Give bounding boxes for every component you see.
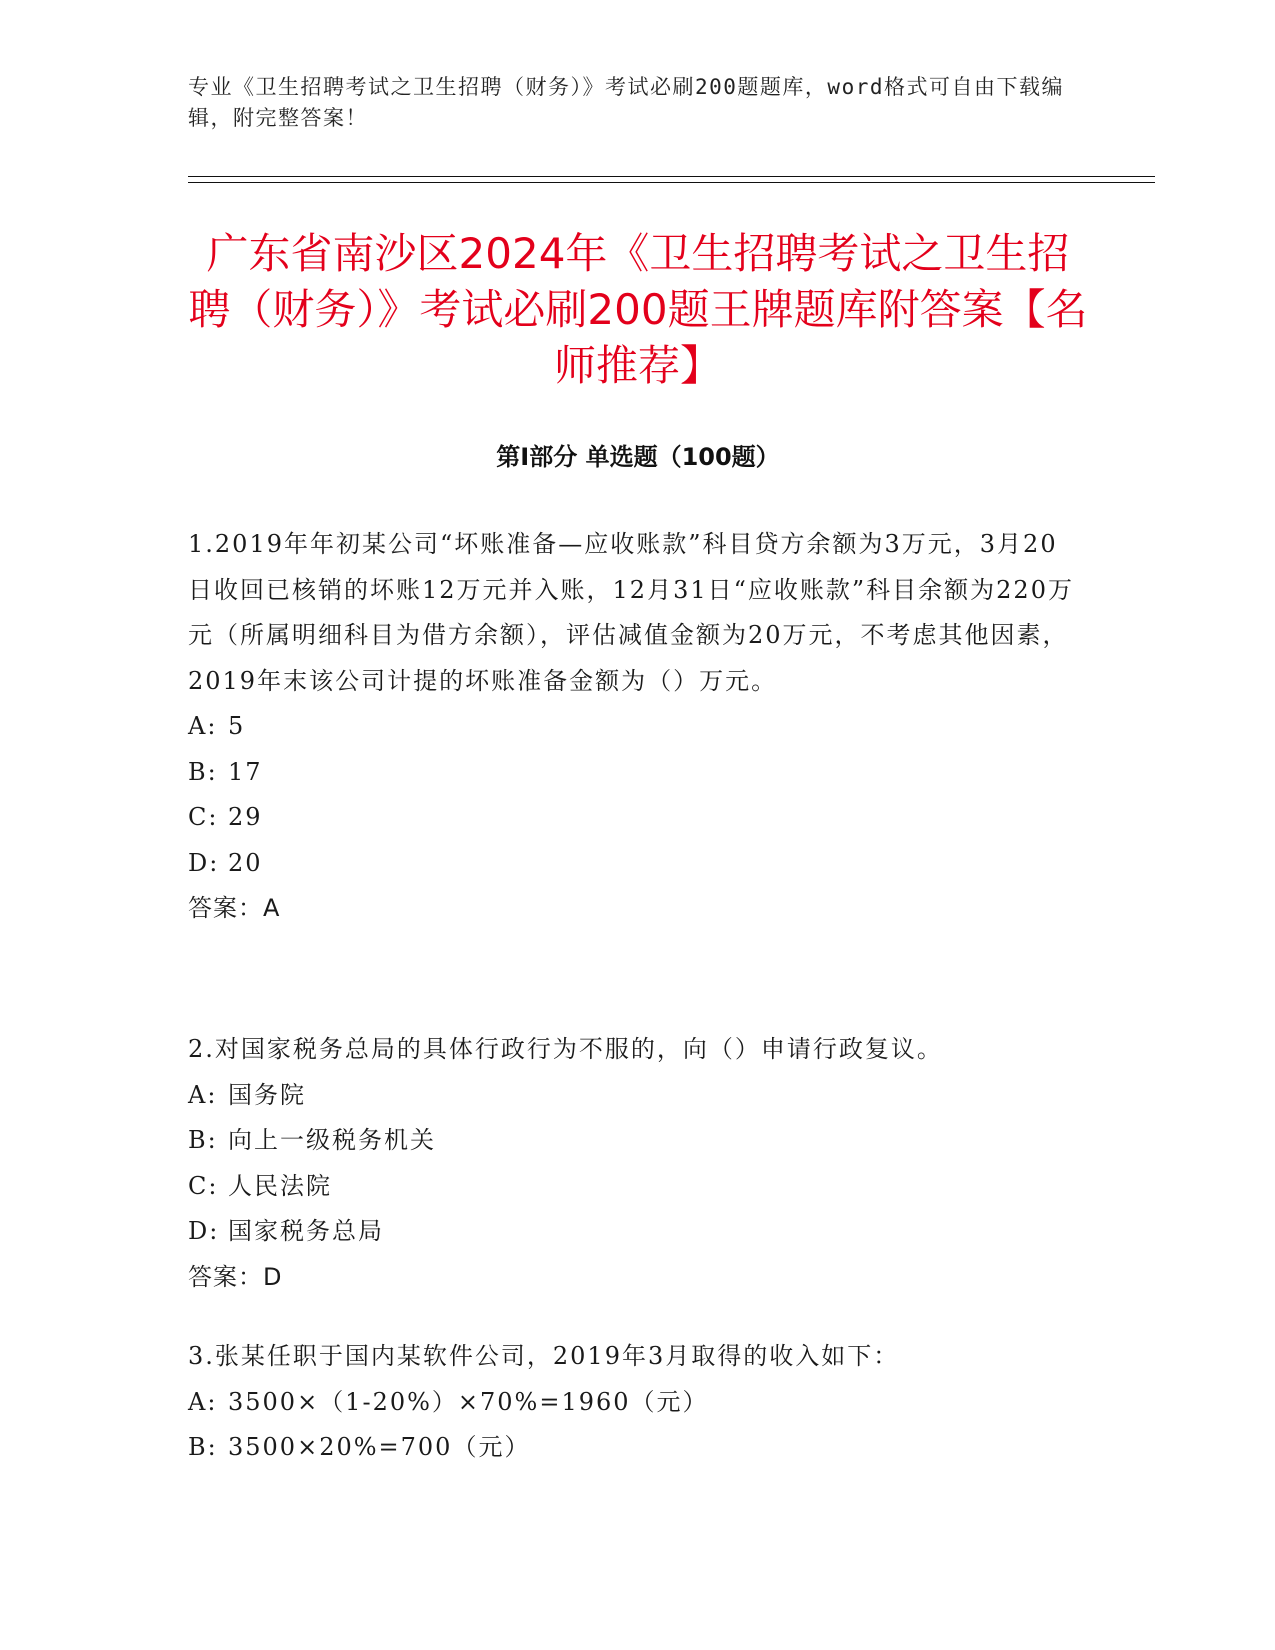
option-letter: A: xyxy=(188,1387,218,1416)
option-letter: D: xyxy=(188,1217,220,1245)
question-2 xyxy=(188,1027,1078,1300)
option-letter: B: xyxy=(188,757,218,786)
option-a xyxy=(188,704,1078,750)
option-letter: C: xyxy=(188,803,219,831)
option-text: 20 xyxy=(228,848,263,877)
question-1 xyxy=(188,522,1078,932)
answer-line: 答案：D xyxy=(188,1262,283,1291)
document-title: 广东省南沙区2024年《卫生招聘考试之卫生招聘（财务）》考试必刷200题王牌题库附答案【名师推荐】 xyxy=(188,229,1088,390)
option-letter: A: xyxy=(188,1080,218,1109)
option-c xyxy=(188,1164,1078,1210)
option-d xyxy=(188,1209,1078,1255)
option-letter: A: xyxy=(188,712,218,740)
option-text: 国务院 xyxy=(228,1080,306,1109)
option-a xyxy=(188,1073,1078,1119)
section-heading: 第Ⅰ部分 单选题（100题） xyxy=(496,443,780,471)
header-note: 专业《卫生招聘考试之卫生招聘（财务）》考试必刷200题题库，word格式可自由下载编辑，附完整答案！ xyxy=(188,75,1064,130)
option-text: 29 xyxy=(228,803,263,831)
option-letter: D: xyxy=(188,848,220,877)
option-letter: B: xyxy=(188,1126,218,1154)
answer-line: 答案：A xyxy=(188,894,281,922)
option-text: 国家税务总局 xyxy=(228,1217,384,1245)
option-b xyxy=(188,750,1078,796)
header-divider-top xyxy=(188,176,1155,177)
question-3 xyxy=(188,1334,1078,1471)
option-b xyxy=(188,1118,1078,1164)
option-text: 3500×20%=700（元） xyxy=(228,1433,531,1461)
question-stem: 3.张某任职于国内某软件公司，2019年3月取得的收入如下： xyxy=(188,1342,900,1370)
question-stem: 1.2019年年初某公司“坏账准备—应收账款”科目贷方余额为3万元，3月20日收回已核销的坏账12万元并入账，12月31日“应收账款”科目余额为220万元（所属明细科目为借方余额），评估减值金额为20万元，不考虑其他因素，2019年末该公司计提的坏账准备金额为（）万元。 xyxy=(188,530,1074,695)
option-text: 人民法院 xyxy=(228,1171,332,1200)
header-divider-bottom xyxy=(188,182,1155,183)
option-letter: B: xyxy=(188,1433,218,1461)
option-text: 向上一级税务机关 xyxy=(228,1126,436,1154)
option-d xyxy=(188,841,1078,887)
question-stem: 2.对国家税务总局的具体行政行为不服的，向（）申请行政复议。 xyxy=(188,1035,943,1063)
option-letter: C: xyxy=(188,1171,219,1200)
option-b xyxy=(188,1425,1078,1471)
option-text: 5 xyxy=(228,712,246,740)
option-text: 3500×（1-20%）×70%=1960（元） xyxy=(228,1387,709,1416)
option-c xyxy=(188,795,1078,841)
option-a xyxy=(188,1380,1078,1426)
option-text: 17 xyxy=(228,757,263,786)
